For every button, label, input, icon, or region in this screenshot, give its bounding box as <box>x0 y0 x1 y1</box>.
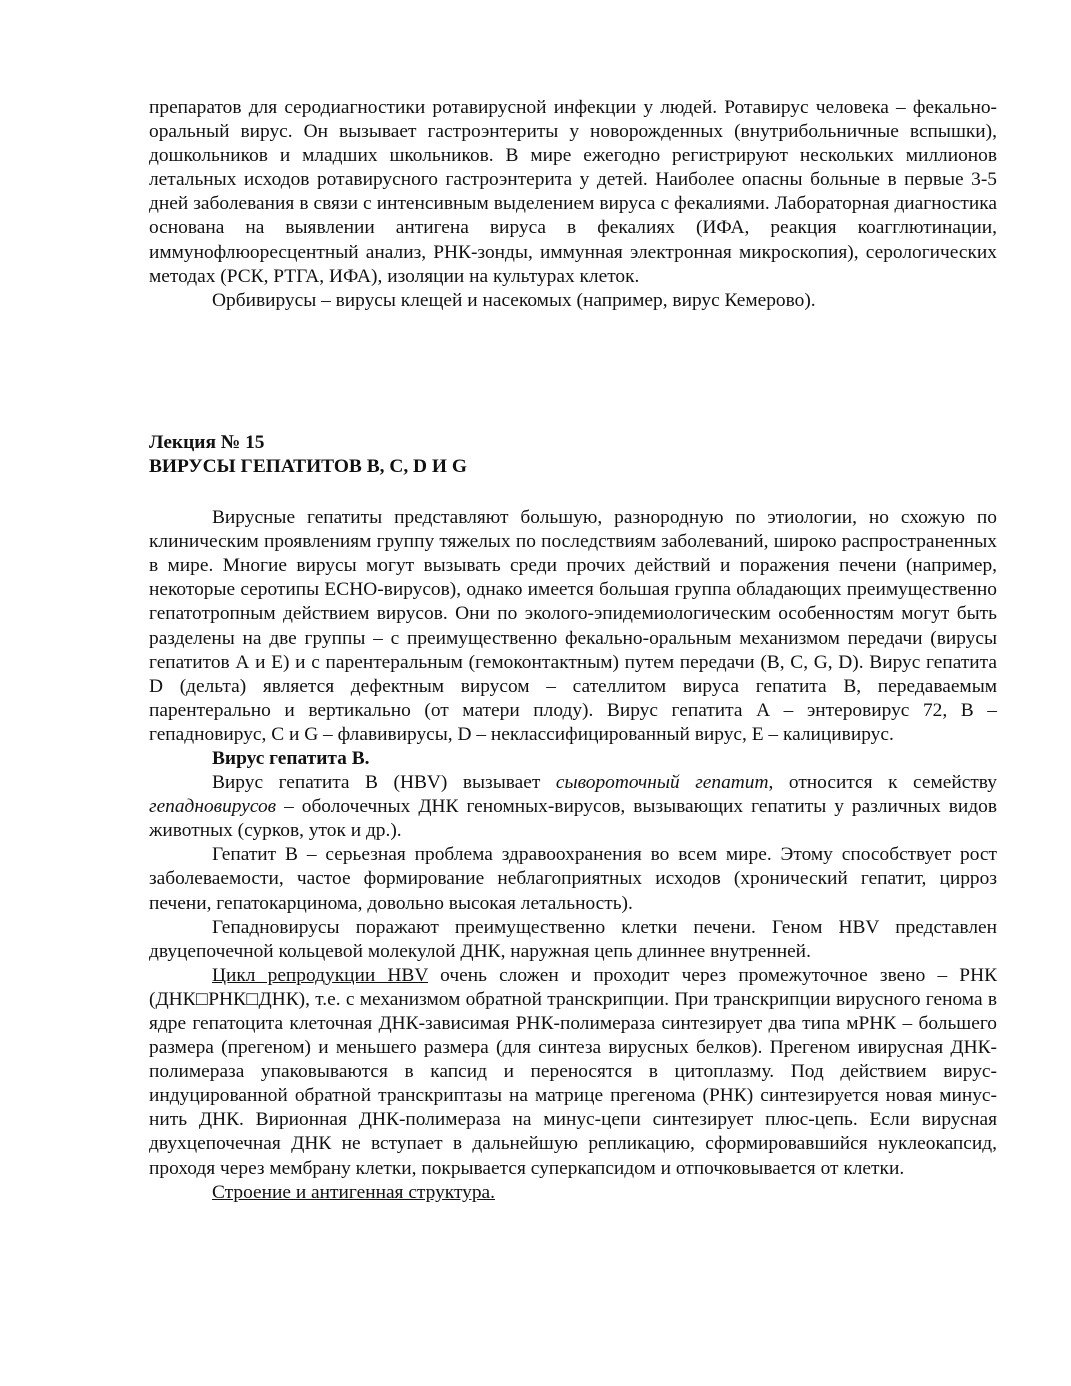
text-run: Вирус гепатита В (HBV) вызывает <box>212 772 556 794</box>
spacer <box>149 479 997 506</box>
paragraph-hepatitis-intro: Вирусные гепатиты представляют большую, разнородную по этиологии, но схожую по клиническим проявлениям группу тяжелых по последствиям заболеваний, широко распространенных в мире. Многие вирусы могут вызывать среди прочих действий и поражения печени (например, некоторые серотипы ЕСНО-вирусов), однако имеется большая группа обладающих преимущественно гепатотропным действием вирусов. Они по эколого-эпидемиологическим особенностям могут быть разделены на две группы – с преимущественно фекально-оральным механизмом передачи (вирусы гепатитов А и Е) и с парентеральным (гемоконтактным) путем передачи (В, С, G, D). Вирус гепатита D (дельта) является дефектным вирусом – сателлитом вируса гепатита В, передаваемым парентерально и вертикально (от матери плоду). Вирус гепатита А – энтеровирус 72, В – гепадновирус, С и G – флавивирусы, D – неклассифицированный вирус, Е – калицивирус. <box>149 507 997 745</box>
italic-term: сывороточный гепатит <box>555 772 769 794</box>
underlined-term: Строение и антигенная структура. <box>212 1181 496 1203</box>
underlined-term: Цикл репродукции HBV <box>212 964 428 986</box>
lecture-number: Лекция № 15 <box>149 431 265 453</box>
lecture-title: ВИРУСЫ ГЕПАТИТОВ В, С, D И G <box>149 455 467 477</box>
document-page <box>149 96 997 1205</box>
text-run: – оболочечных ДНК геномных-вирусов, вызывающих гепатиты у различных видов животных (сурков, уток и др.). <box>149 796 997 842</box>
text-run: очень сложен и проходит через промежуточное звено – РНК (ДНК□РНК□ДНК), т.е. с механизмом обратной транскрипции. При транскрипции вирусного генома в ядре гепатоцита клеточная ДНК-зависимая РНК-полимераза синтезирует два типа мРНК – большего размера (прегеном) и меньшего размера (для синтеза вирусных белков). Прегеном ивирусная ДНК-полимераза упаковываются в капсид и переносятся в цитоплазму. Под действием вирус-индуцированной обратной транскриптазы на матрице прегенома (РНК) синтезируется новая минус-нить ДНК. Вирионная ДНК-полимераза на минус-цепи синтезирует плюс-цепь. Если вирусная двухцепочечная ДНК не вступает в дальнейшую репликацию, сформировавшийся нуклеокапсид, проходя через мембрану клетки, покрывается суперкапсидом и отпочковывается от клетки. <box>149 964 998 1179</box>
paragraph-hbv-cycle <box>149 964 997 1181</box>
paragraph-rotavirus: препаратов для серодиагностики ротавирусной инфекции у людей. Ротавирус человека – фекально-оральный вирус. Он вызывает гастроэнтериты у новорожденных (внутрибольничные вспышки), дошкольников и младших школьников. В мире ежегодно регистрируют нескольких миллионов летальных исходов ротавирусного гастроэнтерита у детей. Наиболее опасны больные в первые 3-5 дней заболевания в связи с интенсивным выделением вируса с фекалиями. Лабораторная диагностика основана на выявлении антигена вируса в фекалиях (ИФА, реакция коагглютинации, иммунофлюоресцентный анализ, РНК-зонды, иммунная электронная микроскопия), серологических методах (РСК, РТГА, ИФА), изоляции на культурах клеток. <box>149 97 997 287</box>
text-run: , относится к семейству <box>768 772 997 794</box>
subheading-hbv: Вирус гепатита В. <box>212 747 370 769</box>
paragraph-hbv-problem: Гепатит В – серьезная проблема здравоохранения во всем мире. Этому способствует рост заболеваемости, частое формирование неблагоприятных исходов (хронический гепатит, цирроз печени, гепатокарцинома, довольно высокая летальность). <box>149 844 997 914</box>
paragraph-orbivirus: Орбивирусы – вирусы клещей и насекомых (например, вирус Кемерово). <box>212 289 816 311</box>
italic-term: гепадновирусов <box>149 796 277 818</box>
paragraph-structure <box>149 1181 997 1205</box>
paragraph-hbv-family <box>149 771 997 843</box>
spacer <box>149 313 997 431</box>
paragraph-hbv-genome: Гепадновирусы поражают преимущественно клетки печени. Геном HBV представлен двуцепочечной кольцевой молекулой ДНК, наружная цепь длиннее внутренней. <box>149 916 997 962</box>
